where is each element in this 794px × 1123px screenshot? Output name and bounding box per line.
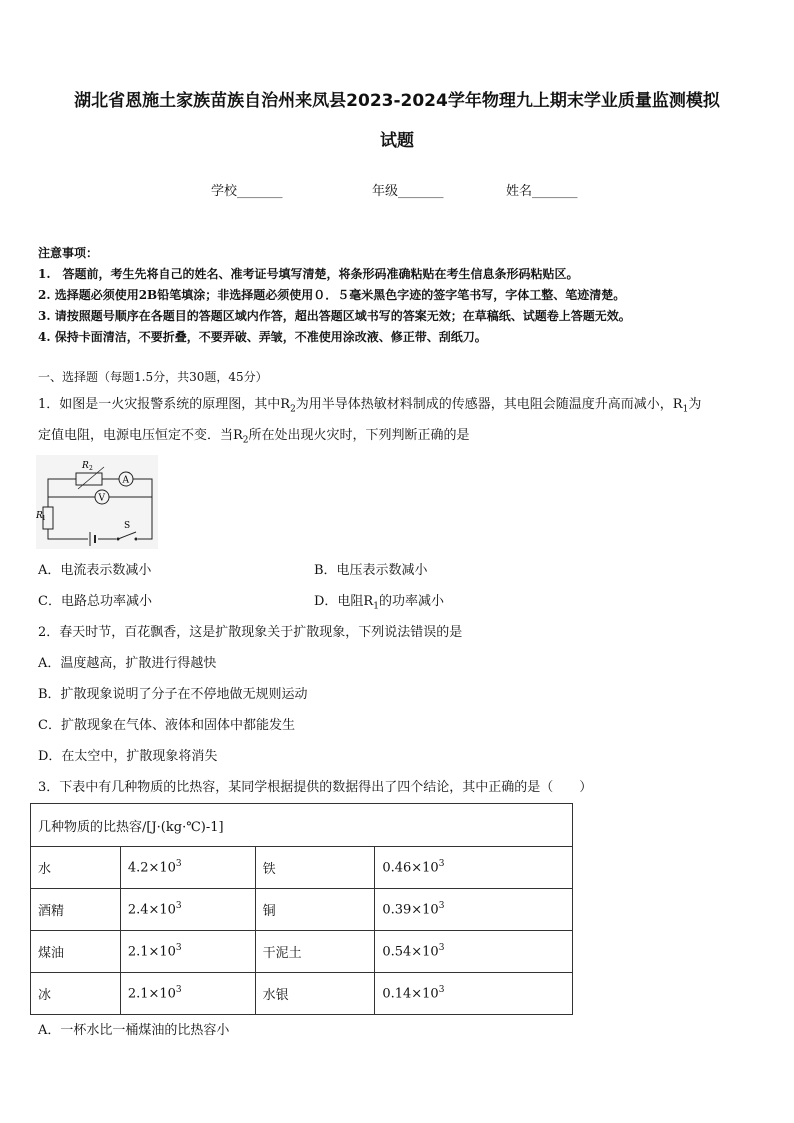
svg-text:R: R	[82, 461, 89, 471]
q1-option-c[interactable]: C．电路总功率减小	[38, 594, 152, 609]
q2-option-a[interactable]: A．温度越高，扩散进行得越快	[38, 656, 217, 671]
q1-option-b[interactable]: B．电压表示数减小	[314, 563, 428, 578]
q1-option-a[interactable]: A．电流表示数减小	[38, 563, 152, 578]
note-item: 1. 答题前，考生先将自己的姓名、准考证号填写清楚，将条形码准确粘贴在考生信息条形码粘贴区。	[38, 267, 579, 281]
svg-text:2: 2	[89, 465, 93, 472]
specific-heat-table	[30, 803, 573, 1015]
svg-text:V: V	[98, 493, 105, 504]
svg-text:S: S	[124, 521, 131, 531]
table-caption: 几种物质的比热容/[J·(kg·℃)-1]	[31, 804, 573, 847]
question-1-stem-cont: 定值电阻，电源电压恒定不变．当$R_2$所在处出现火灾时，下列判断正确的是	[38, 428, 470, 446]
question-1-stem: 1．如图是一火灾报警系统的原理图，其中$R_2$为用半导体热敏材料制成的传感器，其电阻会随温度升高而减小，$R_1$为	[38, 397, 702, 415]
page-title-cont: 试题	[380, 131, 414, 151]
question-2-stem: 2．春天时节，百花飘香，这是扩散现象关于扩散现象，下列说法错误的是	[38, 625, 463, 640]
table-row: 酒精 $2.4\times 10^3$ 铜 $0.39\times 10^3$	[31, 889, 573, 931]
name-field[interactable]: 姓名_______	[506, 184, 578, 199]
q3-option-a[interactable]: A．一杯水比一桶煤油的比热容小	[38, 1023, 230, 1038]
page-title: 湖北省恩施土家族苗族自治州来凤县2023-2024学年物理九上期末学业质量监测模拟	[74, 91, 720, 111]
grade-field[interactable]: 年级_______	[372, 184, 444, 199]
q1-option-d[interactable]: D．电阻$R_1$的功率减小	[314, 594, 444, 612]
svg-text:A: A	[122, 475, 129, 486]
table-row: 水 $4.2\times 10^3$ 铁 $0.46\times 10^3$	[31, 847, 573, 889]
notes-heading: 注意事项：	[38, 246, 99, 260]
q2-option-c[interactable]: C．扩散现象在气体、液体和固体中都能发生	[38, 718, 295, 733]
table-caption-row	[31, 804, 573, 847]
note-item: 2. 选择题必须使用2B铅笔填涂；非选择题必须使用０．５毫米黑色字迹的签字笔书写，字体工整、笔迹清楚。	[38, 288, 626, 302]
note-item: 3. 请按照题号顺序在各题目的答题区域内作答，超出答题区域书写的答案无效；在草稿纸、试题卷上答题无效。	[38, 309, 631, 323]
question-3-stem: 3．下表中有几种物质的比热容，某同学根据提供的数据得出了四个结论，其中正确的是（ ）	[38, 780, 593, 795]
circuit-diagram	[36, 455, 158, 549]
table-row: 煤油 $2.1\times 10^3$ 干泥土 $0.54\times 10^3$	[31, 931, 573, 973]
svg-text:1: 1	[42, 515, 46, 522]
resistor-r2	[76, 473, 102, 485]
q2-option-b[interactable]: B．扩散现象说明了分子在不停地做无规则运动	[38, 687, 308, 702]
note-item: 4. 保持卡面清洁，不要折叠，不要弄破、弄皱，不准使用涂改液、修正带、刮纸刀。	[38, 330, 487, 344]
table-row: 冰 $2.1\times 10^3$ 水银 $0.14\times 10^3$	[31, 973, 573, 1015]
q2-option-d[interactable]: D．在太空中，扩散现象将消失	[38, 749, 218, 764]
school-field[interactable]: 学校_______	[211, 184, 283, 199]
svg-text:R: R	[36, 511, 43, 521]
section-heading: 一、选择题（每题1.5分，共30题，45分）	[38, 370, 268, 384]
